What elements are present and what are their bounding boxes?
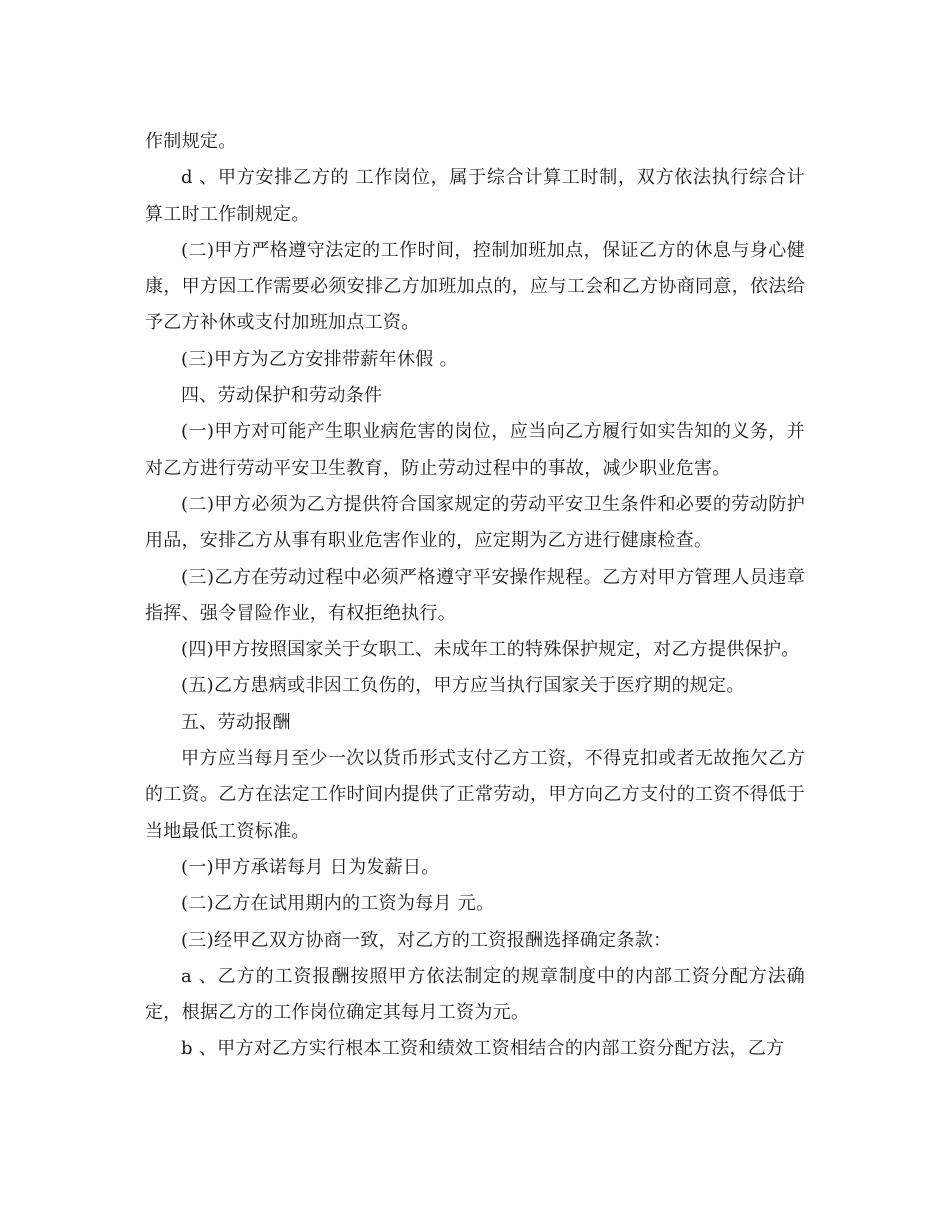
paragraph-clause-b: b 、甲方对乙方实行根本工资和绩效工资相结合的内部工资分配方法，乙方 (181, 1038, 785, 1060)
paragraph-protection-5: (五)乙方患病或非因工负伤的，甲方应当执行国家关于医疗期的规定。 (181, 675, 745, 697)
section-heading-5: 五、劳动报酬 (181, 711, 291, 733)
paragraph-clause-d: d 、甲方安排乙方的 工作岗位，属于综合计算工时制，双方依法执行综合计算工时工作制规定。 (145, 167, 805, 225)
paragraph-remuneration-3: (三)经甲乙双方协商一致，对乙方的工资报酬选择确定条款： (181, 929, 672, 951)
paragraph-working-hours-3: (三)甲方为乙方安排带薪年休假 。 (181, 348, 458, 370)
paragraph-remuneration-2: (二)乙方在试用期内的工资为每月 元。 (181, 893, 495, 915)
document-body (145, 124, 805, 1068)
paragraph-remuneration-1: (一)甲方承诺每月 日为发薪日。 (181, 856, 440, 878)
paragraph-clause-a: a 、乙方的工资报酬按照甲方依法制定的规章制度中的内部工资分配方法确定，根据乙方的工作岗位确定其每月工资为元。 (145, 965, 805, 1024)
section-heading-4: 四、劳动保护和劳动条件 (181, 385, 383, 407)
paragraph-protection-2: (二)甲方必须为乙方提供符合国家规定的劳动平安卫生条件和必要的劳动防护用品，安排乙方从事有职业危害作业的，应定期为乙方进行健康检查。 (145, 493, 805, 552)
paragraph-protection-4: (四)甲方按照国家关于女职工、未成年工的特殊保护规定，对乙方提供保护。 (181, 639, 800, 661)
paragraph-protection-1: (一)甲方对可能产生职业病危害的岗位，应当向乙方履行如实告知的义务，并对乙方进行劳动平安卫生教育，防止劳动过程中的事故，减少职业危害。 (145, 421, 805, 479)
paragraph-continuation: 作制规定。 (145, 131, 237, 152)
paragraph-remuneration-intro: 甲方应当每月至少一次以货币形式支付乙方工资，不得克扣或者无故拖欠乙方的工资。乙方在法定工作时间内提供了正常劳动，甲方向乙方支付的工资不得低于当地最低工资标准。 (145, 748, 805, 842)
paragraph-protection-3: (三)乙方在劳动过程中必须严格遵守平安操作规程。乙方对甲方管理人员违章指挥、强令冒险作业，有权拒绝执行。 (145, 566, 805, 624)
paragraph-working-hours-2: (二)甲方严格遵守法定的工作时间，控制加班加点，保证乙方的休息与身心健康，甲方因工作需要必须安排乙方加班加点的，应与工会和乙方协商同意，依法给予乙方补休或支付加班加点工资。 (145, 239, 805, 334)
